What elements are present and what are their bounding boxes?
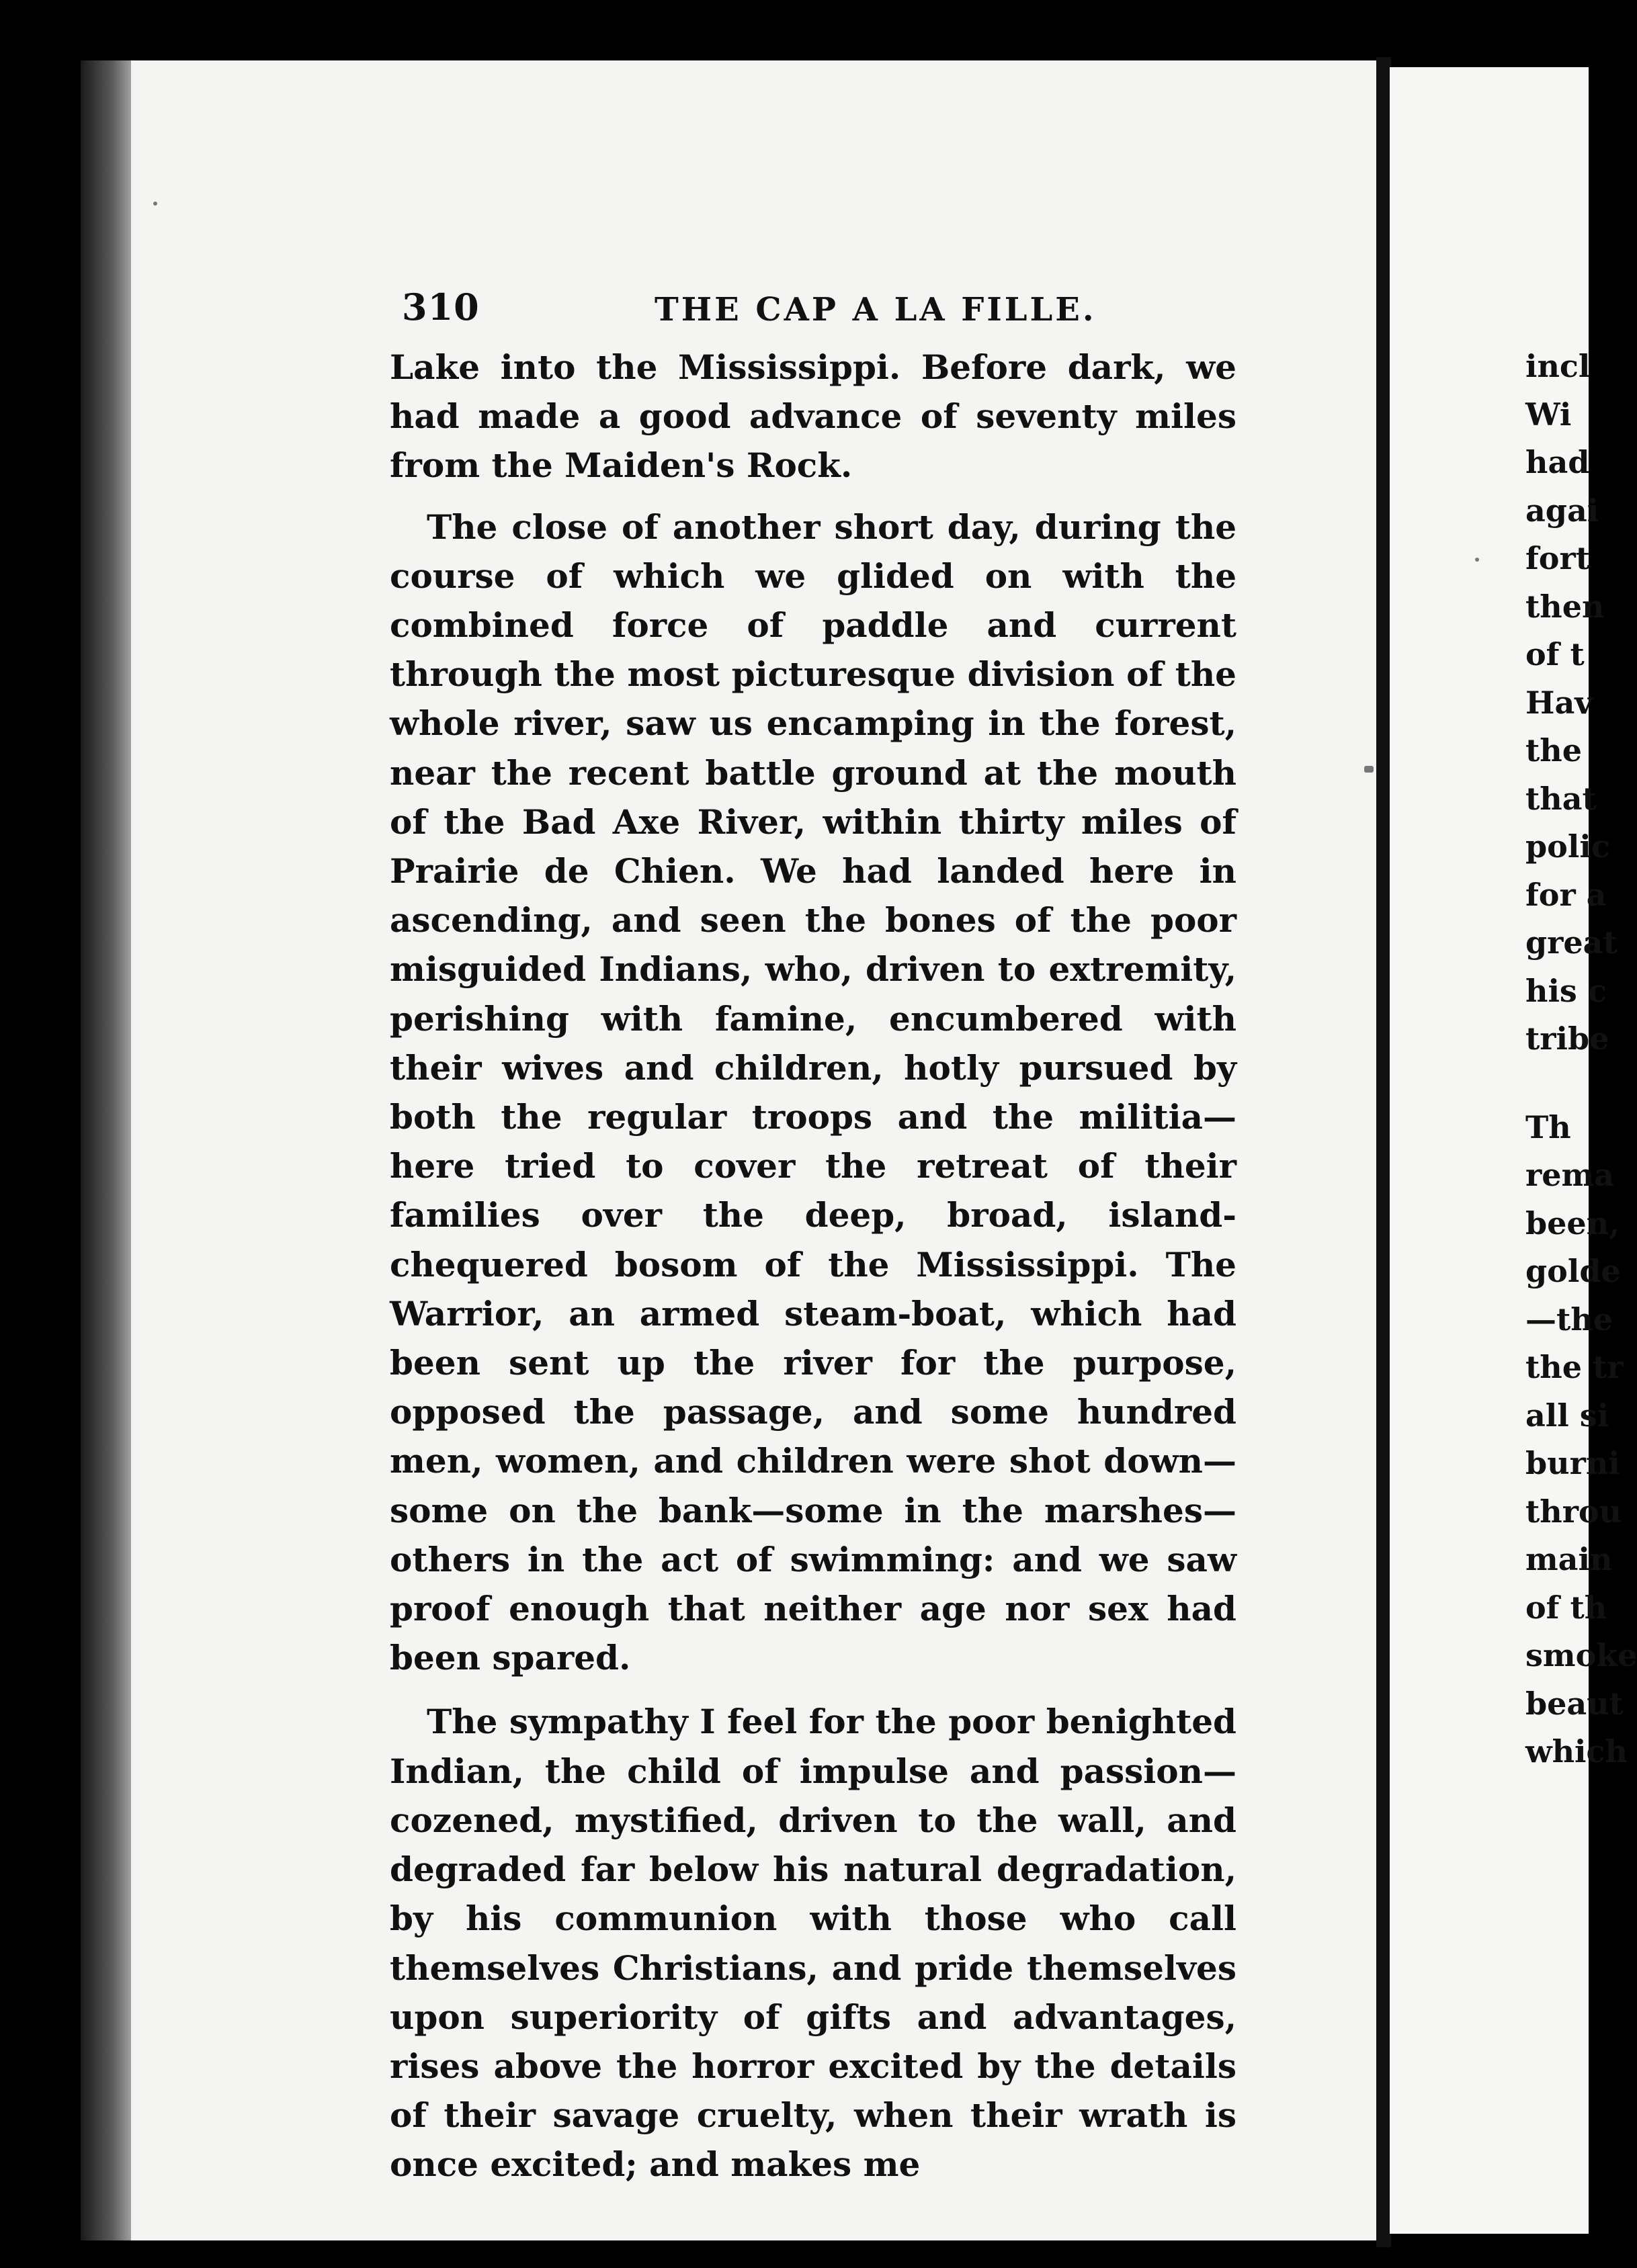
chapter-title: THE CAP A LA FILLE. [655,291,1097,329]
facing-line: Th [1525,1108,1571,1145]
facing-line: throu [1525,1493,1622,1530]
facing-line: Hav [1525,684,1593,721]
page-body [390,343,1236,2204]
facing-line: beaut [1525,1685,1624,1722]
facing-line: his c [1525,972,1607,1009]
facing-line: all si [1525,1397,1609,1434]
facing-line: incl [1525,348,1591,384]
print-speck [1475,558,1479,562]
page-number: 310 [402,286,480,329]
book-gutter [1376,57,1391,2247]
facing-paragraph-gap [1525,1063,1589,1104]
running-head [402,286,1245,339]
facing-line: which [1525,1733,1628,1770]
facing-line: Wi [1525,396,1572,433]
facing-line: that [1525,780,1597,817]
page-edge-shadow [81,60,133,2240]
facing-line: —the [1525,1301,1613,1338]
facing-line: smoke [1525,1637,1637,1673]
facing-line: for a [1525,876,1607,913]
facing-line: golde [1525,1253,1621,1289]
facing-line: the [1525,732,1582,769]
facing-line: fort [1525,540,1590,576]
facing-line: then [1525,588,1605,625]
paragraph-1: Lake into the Mississippi. Before dark, we had made a good advance of seventy miles from the Maiden's Rock. [390,347,1236,486]
facing-line: rema [1525,1157,1614,1193]
facing-line: main [1525,1541,1613,1577]
facing-page-text [1525,343,1637,1776]
facing-line: had [1525,444,1590,480]
facing-line: of t [1525,636,1585,672]
paragraph-3: The sympathy I feel for the poor benighted Indian, the child of impulse and passion—cozened, mystified, driven to the wall, and degraded far below his natural degradation, by his communion with those who call themselves Christians, and pride themselves upon superiority of gifts and advantages, rises above the horror excited by the details of their savage cruelty, when their wrath is once excited; and makes me [390,1702,1236,2185]
paragraph-2: The close of another short day, during the course of which we glided on with the combined force of paddle and current through the most picturesque division of the whole river, saw us encamping in the forest, near the recent battle ground at the mouth of the Bad Axe River, within thirty miles of Prairie de Chien. We had landed here in ascending, and seen the bones of the poor misguided Indians, who, driven to extremity, perishing with famine, encumbered with their wives and children, hotly pursued by both the regular troops and the militia—here tried to cover the retreat of their families over the deep, broad, island-chequered bosom of the Mississippi. The Warrior, an armed steam-boat, which had been sent up the river for the purpose, opposed the passage, and some hundred men, women, and children were shot down—some on the bank—some in the marshes—others in the act of swimming: and we saw proof enough that neither age nor sex had been spared. [390,507,1236,1678]
print-speck [153,202,157,206]
facing-line: polic [1525,828,1610,865]
facing-line: burni [1525,1445,1620,1481]
facing-line: great [1525,924,1618,961]
print-speck [1364,766,1374,773]
facing-line: agai [1525,492,1599,529]
facing-line: been, [1525,1205,1620,1241]
facing-line: of th [1525,1589,1607,1626]
facing-line: tribe [1525,1020,1609,1057]
facing-line: the tr [1525,1349,1624,1385]
